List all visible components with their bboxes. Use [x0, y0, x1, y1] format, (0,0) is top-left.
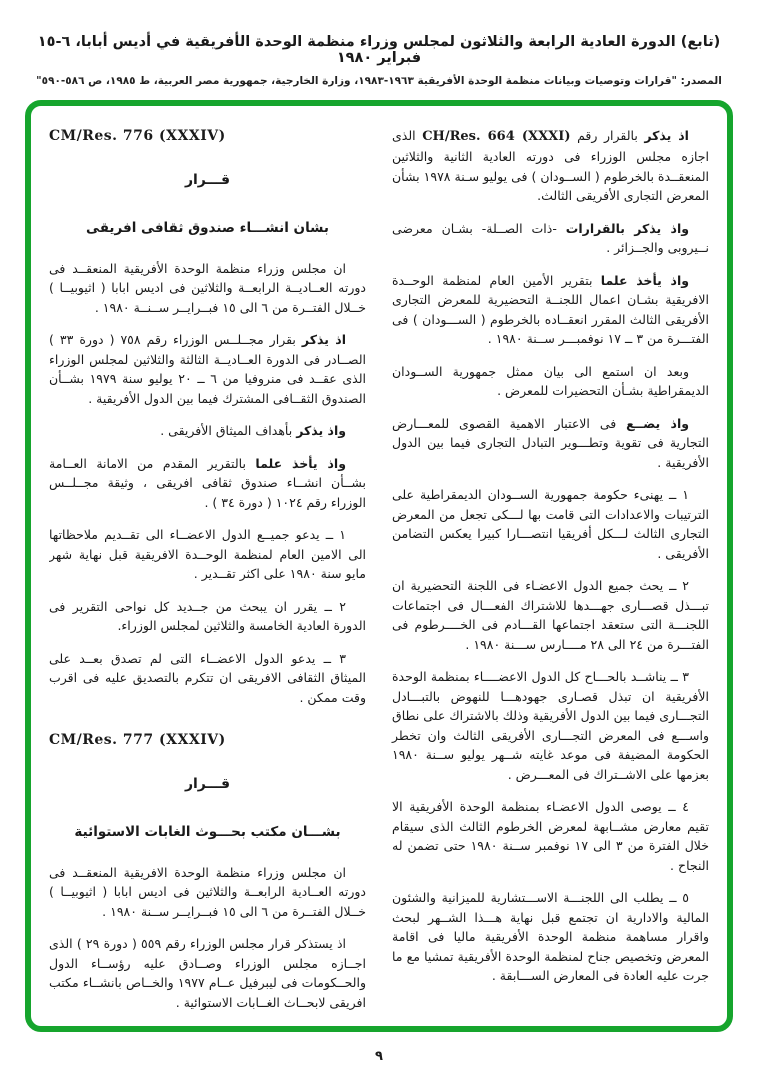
res664-paragraph [392, 219, 709, 258]
res664-opening-rest: الذى اجازه مجلس الوزراء فى دورته العادية الثانية والثلاثين المنعقــدة بالخرطوم ( الســودان ) فى يوليو سـنة ١٩٧٨ بشأن المعرض التجارى الأفريقى الثالث. [392, 128, 709, 204]
res776-numbered-item-1 [49, 525, 366, 584]
paragraph-lead: اذ يذكر [301, 332, 346, 348]
paragraph-text: -ذات الصــلة- بشـان معرضى نــيروبى والجــزائر . [392, 220, 709, 256]
paragraph-text: اذ يستذكر قرار مجلس الوزراء رقم ٥٥٩ ( دورة ٢٩ ) الذى اجــازه مجلس الوزراء وصــادق عليه رؤســاء الدول والحــكومات فى ليبرفيل عــام ١٩٧٧ والخــاص بانشــاء مكتب افريقى لابحــاث الغــابات الاستوائية . [49, 936, 366, 1010]
paragraph-text: ٣ ــ يناشــد بالحـــاح كل الدول الاعضــــاء بمنظمة الوحدة الأفريقية ان تبذل قصـارى جهودهـــا للنهوض بالتبـــادل التجـــارى فيما بين الدول الأفريقية وذلك بالاشتراك على نطاق واســـع فى المعرض التجـــارى الأفريقى الثالث وان تخطر الحكومة المضيفة فى موعد غايته شــهر يوليو ســنة ١٩٨٠ بعزمها على الاشــتراك فى المعـــرض . [392, 669, 709, 782]
column-left-res776-777 [49, 126, 366, 1010]
res664-paragraph [392, 362, 709, 401]
paragraph-text: فى الاعتبار الاهمية القصوى للمعـــارض التجارية فى تقوية وتطـــوير التبادل التجارى فيما بين الدول الأفريقية . [392, 415, 709, 470]
green-border-frame [25, 100, 733, 1032]
paragraph-text: ٣ ــ يدعو الدول الاعضــاء التى لم تصدق بعــد على الميثاق الثقافى الافريقى ان تتكرم بالتصديق عليه فى اقرب وقت ممكن . [49, 650, 366, 705]
res664-numbered-item-2 [392, 576, 709, 654]
res664-resolution-code: CH/Res. 664 (XXXI) [422, 129, 571, 144]
paragraph-text: ١ ــ يدعو جميــع الدول الاعضــاء الى تقــديم ملاحظاتها الى الامين العام لمنظمة الوحــدة الافريقية قبل نهاية شهر مايو سنة ١٩٨٠ على اكثر تقــدير . [49, 527, 366, 582]
res664-paragraph [392, 271, 709, 349]
column-right-res664 [392, 126, 709, 1010]
res776-paragraph [49, 330, 366, 408]
document-source-citation: المصدر: "قرارات وتوصيات وبيانات منظمة الوحدة الأفريقية ١٩٦٣-١٩٨٣، وزارة الخارجية، جمهورية مصر العربية، ط ١٩٨٥، ص ٥٨٦-٥٩٠" [36, 75, 722, 87]
paragraph-lead: واذ يأخذ علما [255, 455, 346, 471]
res777-subject-heading: بشـــان مكتب بحـــوث الغابات الاستوائية [74, 823, 341, 840]
res664-numbered-item-4 [392, 797, 709, 875]
res664-numbered-item-1 [392, 485, 709, 563]
paragraph-lead: واذ يذكر [296, 423, 346, 439]
res664-opening-paragraph [392, 126, 709, 206]
page-number: ٩ [375, 1049, 383, 1064]
res776-paragraph [49, 421, 366, 441]
paragraph-text: بقرار مجــلــس الوزراء رقم ٧٥٨ ( دورة ٣٣ ) الصــادر فى الدورة العــاديــة الثالثة والثلاثين لمجلس الوزراء الذى عقــد فى منروفيا من ٦ ــ ٢٠ يوليو سنة ١٩٧٩ بشــأن الصندوق الثقــافى المشترك فيما بين الدول الأفريقية . [49, 332, 366, 406]
document-header [0, 0, 758, 87]
res664-paragraph [392, 414, 709, 473]
paragraph-lead: واذ يضــع [626, 415, 689, 431]
paragraph-text: ان مجلس وزراء منظمة الوحدة الافريقية المنعقــد فى دورته العــادية الرابعــة والثلاثين فى اديس ابابا ( اثيوبيــا ) خــلال الفتــرة من ٦ الى ١٥ فبــرايــر ســنة ١٩٨٠ . [49, 864, 366, 919]
res776-numbered-item-2 [49, 597, 366, 636]
paragraph-text: ٤ ــ يوصى الدول الاعضـاء بمنظمة الوحدة الأفريقية الا تقيم معارض مشــابهة لمعرض الخرطوم الثالث الذى سيقام خلال الفترة من ٣ الى ١٧ نوفمبر ســنة ١٩٨٠ حتى تضمن له النجاح . [392, 799, 709, 873]
paragraph-text: بتقرير الأمين العام لمنظمة الوحــدة الافريقية بشـان اعمال اللجنــة التحضيرية للمعرض التجارى الأفريقى الثالث المقرر انعقــاده بالخرطوم ( الســـودان ) فى الفتـــرة من ٣ ــ ١٧ نوفمبـــر ســنة ١٩٨٠ . [392, 272, 709, 347]
paragraph-text: بأهداف الميثاق الأفريقى . [160, 423, 293, 439]
paragraph-text: ٥ ــ يطلب الى اللجنـــة الاســـتشارية للميزانية والشئون المالية والادارية ان تجتمع قبل نهاية هـــذا الشــهر لبحث واقرار مساهمة منظمة الوحدة الأفريقية ماليا فى اقامة المعرض وتخصيص جناح لمنظمة الوحدة الأفريقية تمشيا مع ما جرت عليه العادة فى المعارض الســـابقة . [392, 890, 709, 984]
res776-decree-heading: قـــرار [184, 171, 231, 188]
document-title: (تابع) الدورة العادية الرابعة والثلاثون لمجلس وزراء منظمة الوحدة الأفريقية في أديس أبابا، ٦-١٥ فبراير ١٩٨٠ [37, 34, 721, 66]
res777-resolution-code: CM/Res. 777 (XXXIV) [49, 732, 226, 749]
res776-subject-heading: بشان انشـــاء صندوق ثقافى افريقى [86, 219, 329, 236]
paragraph-text: ٢ ــ يحث جميع الدول الاعضـاء فى اللجنة التحضيرية ان تبـــذل قصـــارى جهـــدها للاشتراك الفعـــال فى اجتماعات اللجنـــة التى ستعقد اجتماعها القـــادم فى الخــــرطوم فى الفتـــرة من ٢٤ الى ٢٨ مــــارس ســـنة ١٩٨٠ . [392, 578, 709, 652]
paragraph-text: ٢ ــ يقرر ان يبحث من جــديد كل نواحى التقرير فى الدورة العادية الخامسة والثلاثين لمجلس الوزراء. [49, 598, 366, 634]
res777-paragraph [49, 863, 366, 922]
res776-paragraph [49, 454, 366, 513]
paragraph-text: ١ ــ يهنىء حكومة جمهورية الســودان الديمقراطية على الترتيبات والاعدادات التى قامت بها لـــكى تجعل من المعرض التجارى الثالث لـــكل أفريقيا انتصـــارا كبيرا يعكس التضامن الأفريقى . [392, 487, 709, 561]
res777-decree-heading: قـــرار [184, 776, 231, 793]
paragraph-text: ان مجلس وزراء منظمة الوحدة الأفريقية المنعقــد فى دورته العــاديــة الرابعــة والثلاثين فى اديس ابابا ( اثيوبيــا ) خــلال الفتــرة من ٦ الى ١٥ فبــرايــر ســنــة ١٩٨٠ . [49, 260, 366, 315]
two-column-layout [49, 126, 709, 1010]
paragraph-text: وبعد ان استمع الى بيان ممثل جمهورية الســودان الديمقراطية بشـأن التحضيرات للمعرض . [392, 363, 709, 399]
res776-resolution-code: CM/Res. 776 (XXXIV) [49, 128, 226, 144]
res776-numbered-item-3 [49, 649, 366, 708]
paragraph-text: بالتقرير المقدم من الامانة العــامة بشــأن انشــاء صندوق ثقافى افريقى ، وثيقة مجــلــس الوزراء رقم ١٠٢٤ ( دورة ٣٤ ) . [49, 455, 366, 510]
res664-opening-lead: اذ يذكر [644, 128, 689, 143]
paragraph-lead: واذ يذكر بالقرارات [565, 220, 689, 236]
resolution-separator-gap [49, 720, 366, 730]
paragraph-lead: واذ يأخذ علما [600, 272, 689, 288]
res777-paragraph [49, 934, 366, 1010]
res664-numbered-item-3 [392, 667, 709, 784]
res664-opening-mid: بالقرار رقم [577, 128, 638, 143]
res776-paragraph [49, 259, 366, 318]
res664-numbered-item-5 [392, 888, 709, 986]
